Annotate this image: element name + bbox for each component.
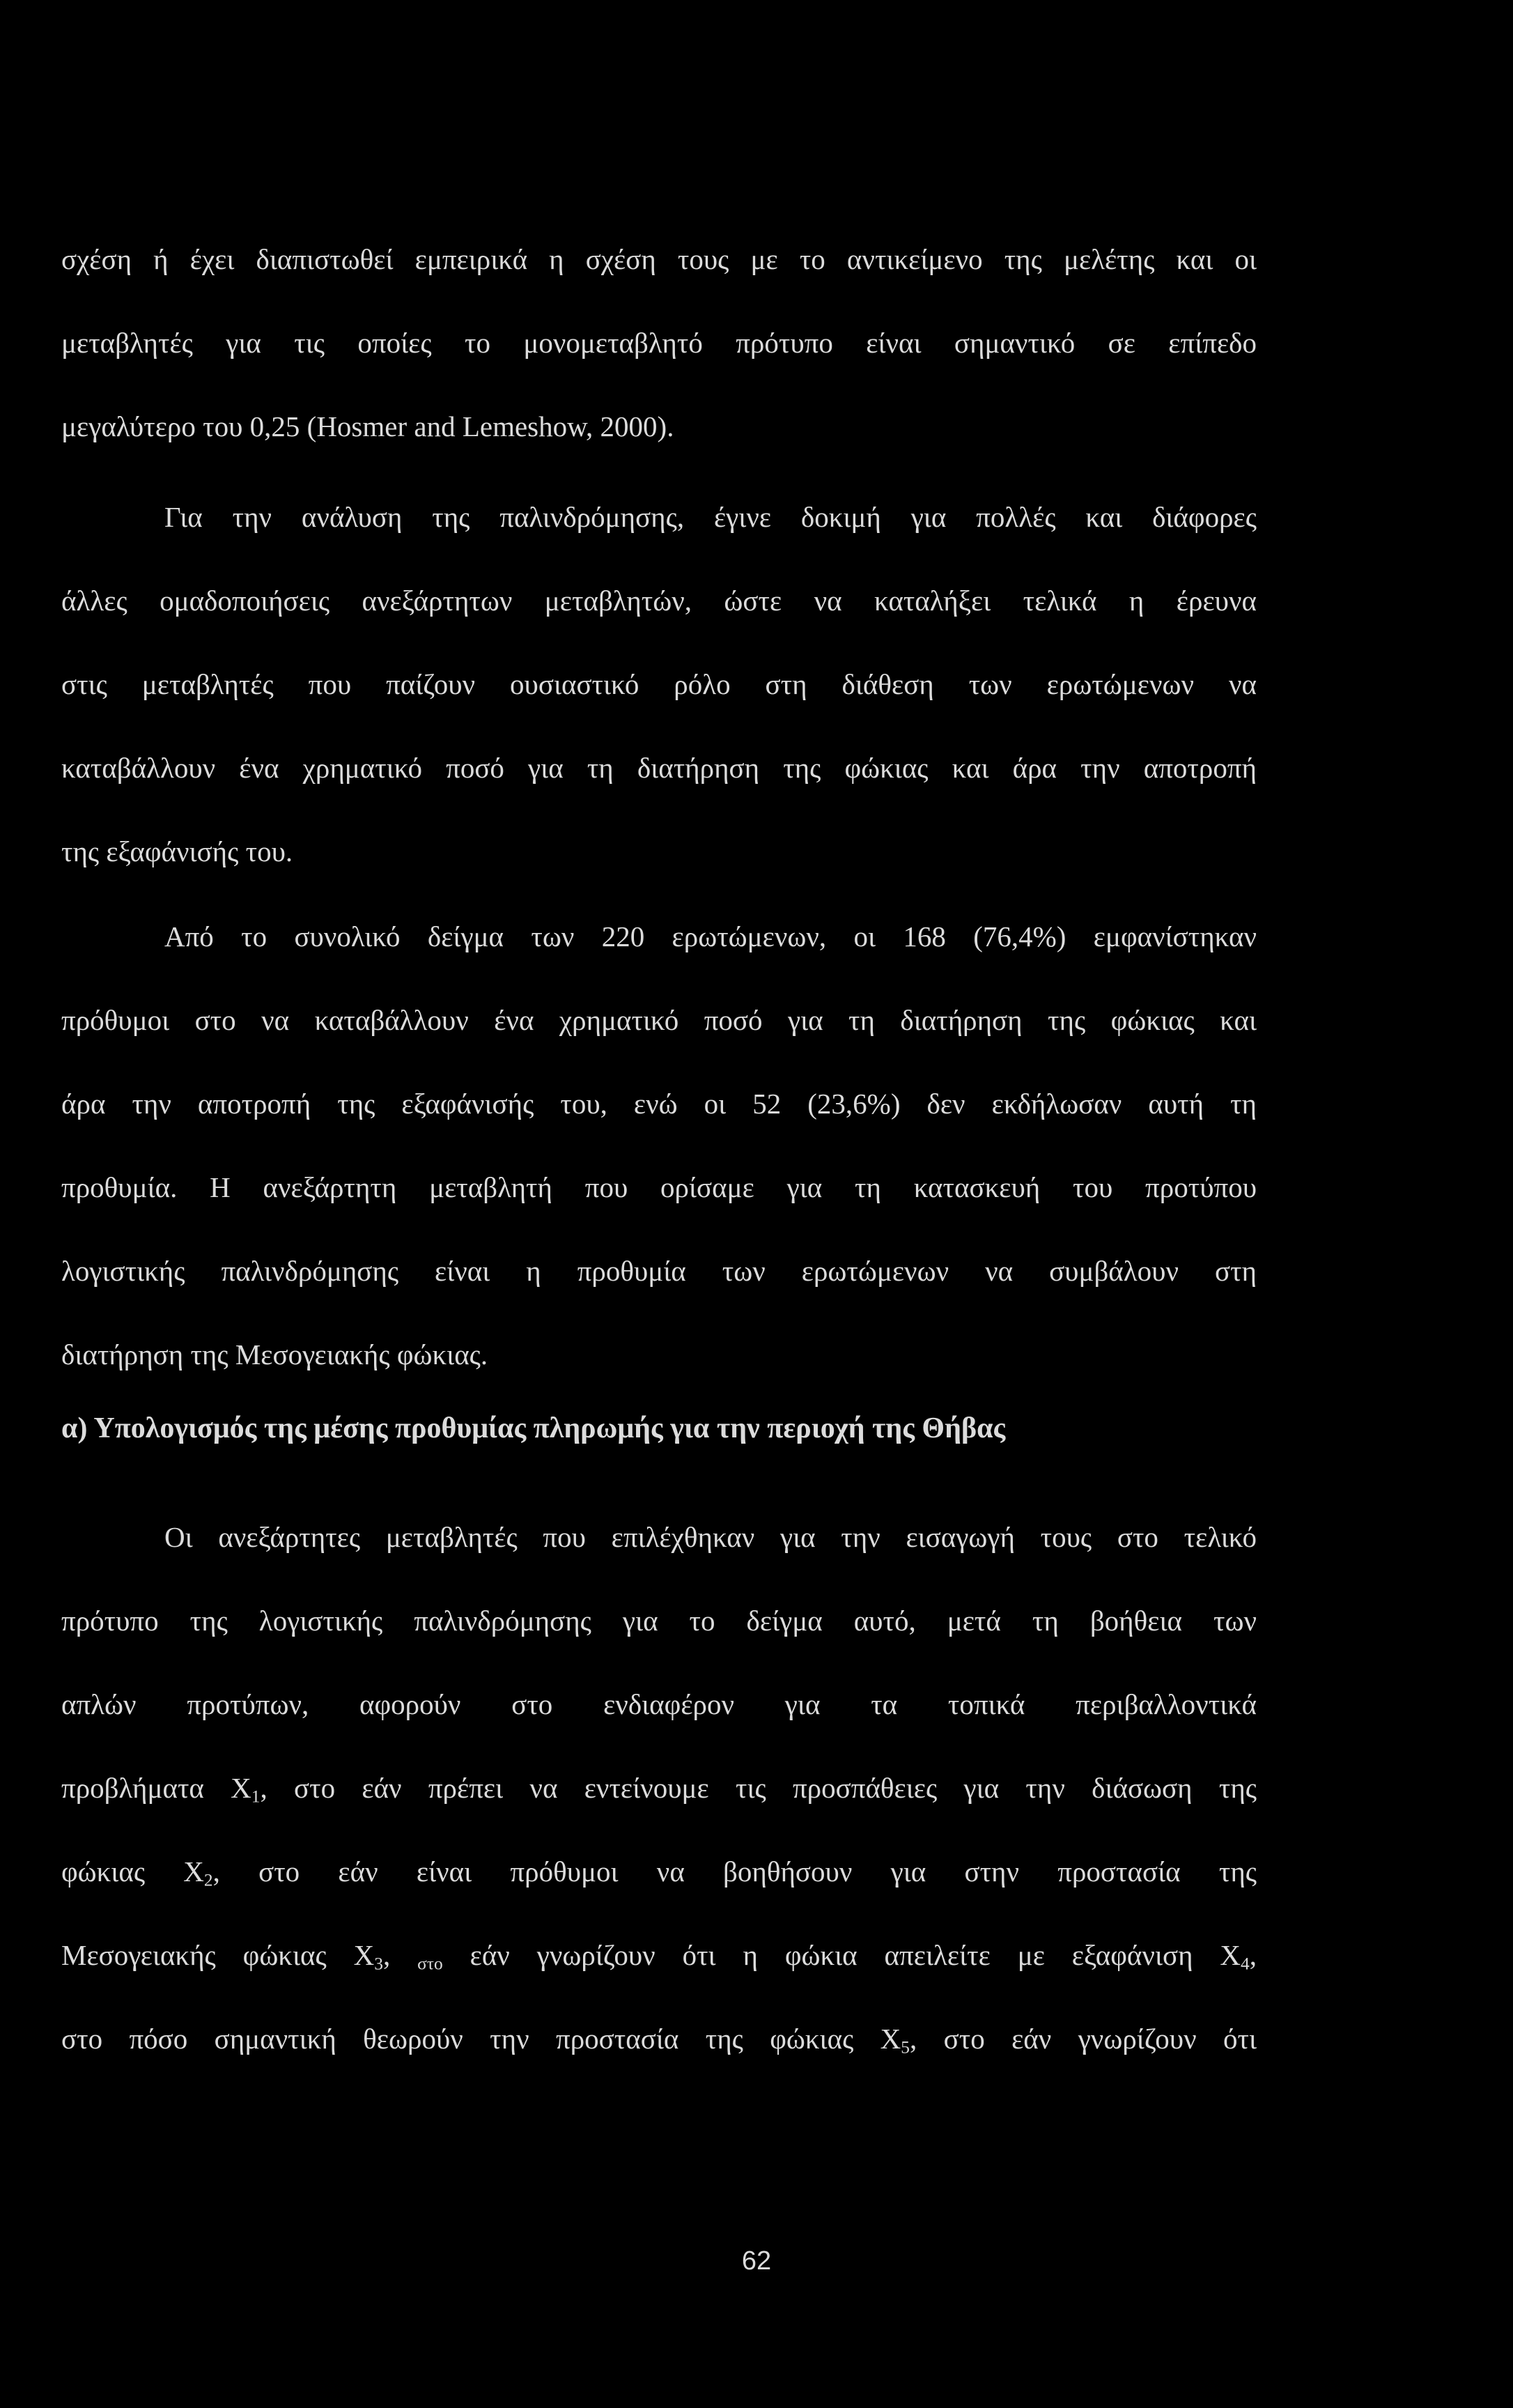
text-segment: ,: [1249, 1939, 1257, 1971]
text-segment: , στο εάν γνωρίζουν ότι: [910, 2023, 1257, 2055]
text-line: της εξαφάνισής του.: [61, 835, 293, 867]
page-number: 62: [741, 2246, 772, 2276]
small-text-segment: στο: [417, 1954, 443, 1974]
text-line: πρόθυμοι στο να καταβάλλουν ένα χρηματικό ποσό για τη διατήρηση της φώκιας και: [61, 1004, 1257, 1036]
text-segment: στο πόσο σημαντική θεωρούν την προστασία της φώκιας X: [61, 2023, 901, 2055]
text-line: Για την ανάλυση της παλινδρόμησης, έγινε δοκιμή για πολλές και διάφορες: [164, 501, 1257, 533]
variable-subscript: 5: [901, 2037, 910, 2058]
text-line: μεταβλητές για τις οποίες το μονομεταβλητό πρότυπο είναι σημαντικό σε επίπεδο: [61, 327, 1257, 359]
paragraph-4: [61, 1495, 1257, 2081]
variable-subscript: 1: [251, 1786, 261, 1807]
text-segment: Μεσογειακής φώκιας X: [61, 1939, 375, 1971]
text-line: λογιστικής παλινδρόμησης είναι η προθυμία των ερωτώμενων να συμβάλουν στη: [61, 1255, 1257, 1287]
text-line: [61, 1830, 1257, 1913]
text-line: πρότυπο της λογιστικής παλινδρόμησης για το δείγμα αυτό, μετά τη βοήθεια των: [61, 1605, 1257, 1637]
variable-subscript: 2: [203, 1870, 213, 1890]
text-line: [61, 1997, 1257, 2081]
paragraph-2: [61, 475, 1257, 893]
text-line: προθυμία. Η ανεξάρτητη μεταβλητή που ορίσαμε για τη κατασκευή του προτύπου: [61, 1171, 1257, 1203]
text-segment: , στο εάν είναι πρόθυμοι να βοηθήσουν για στην προστασία της: [212, 1855, 1257, 1888]
text-line: απλών προτύπων, αφορούν στο ενδιαφέρον για τα τοπικά περιβαλλοντικά: [61, 1688, 1257, 1720]
paragraph-3: [61, 895, 1257, 1396]
text-line: [61, 1746, 1257, 1830]
text-segment: φώκιας X: [61, 1855, 204, 1888]
text-line: μεγαλύτερο του 0,25 (Hosmer and Lemeshow, 2000).: [61, 410, 674, 442]
text-line: στις μεταβλητές που παίζουν ουσιαστικό ρόλο στη διάθεση των ερωτώμενων να: [61, 668, 1257, 700]
section-heading: α) Υπολογισμός της μέσης προθυμίας πληρωμής για την περιοχή της Θήβας: [61, 1412, 1006, 1444]
text-line: [61, 1913, 1257, 1997]
text-line: διατήρηση της Μεσογειακής φώκιας.: [61, 1338, 488, 1371]
variable-subscript: 3: [374, 1954, 383, 1974]
text-line: Από το συνολικό δείγμα των 220 ερωτώμενων, οι 168 (76,4%) εμφανίστηκαν: [164, 920, 1257, 952]
text-segment: , στο εάν πρέπει να εντείνουμε τις προσπάθειες για την διάσωση της: [260, 1772, 1257, 1804]
paragraph-1: [61, 217, 1257, 468]
text-line: άλλες ομαδοποιήσεις ανεξάρτητων μεταβλητών, ώστε να καταλήξει τελικά η έρευνα: [61, 585, 1257, 617]
text-line: άρα την αποτροπή της εξαφάνισής του, ενώ οι 52 (23,6%) δεν εκδήλωσαν αυτή τη: [61, 1088, 1257, 1120]
text-segment: προβλήματα X: [61, 1772, 251, 1804]
text-line: καταβάλλουν ένα χρηματικό ποσό για τη διατήρηση της φώκιας και άρα την αποτροπή: [61, 752, 1257, 784]
text-segment: εάν γνωρίζουν ότι η φώκια απειλείτε με εξαφάνιση X: [442, 1939, 1241, 1971]
text-line: σχέση ή έχει διαπιστωθεί εμπειρικά η σχέση τους με το αντικείμενο της μελέτης και οι: [61, 243, 1257, 275]
text-line: Οι ανεξάρτητες μεταβλητές που επιλέχθηκαν για την εισαγωγή τους στο τελικό: [164, 1521, 1257, 1553]
text-segment: ,: [382, 1939, 418, 1971]
variable-subscript: 4: [1241, 1954, 1250, 1974]
